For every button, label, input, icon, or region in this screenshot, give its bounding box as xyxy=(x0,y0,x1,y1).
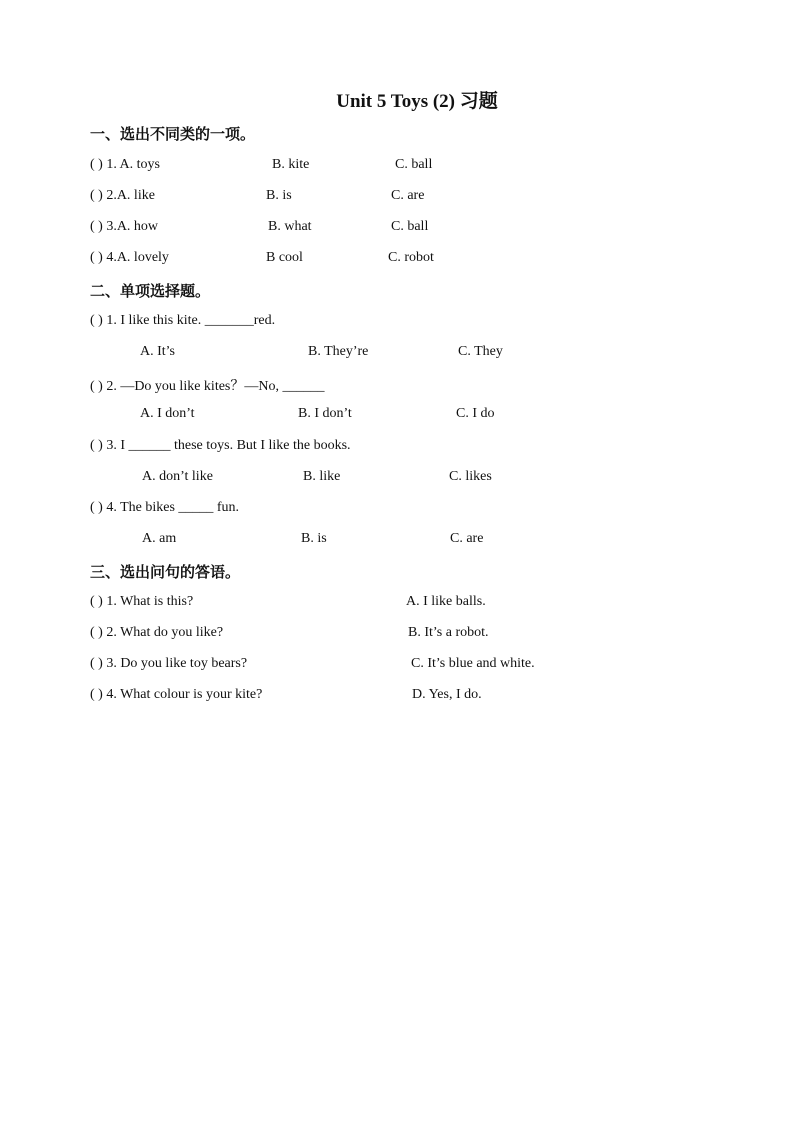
s3-q4-question: ( ) 4. What colour is your kite? xyxy=(90,687,263,702)
s1-q1-stem: ( ) 1. A. toys xyxy=(90,157,160,172)
s1-q4-stem: ( ) 4.A. lovely xyxy=(90,250,169,265)
s1-q2-option-c: C. are xyxy=(391,188,425,203)
s2-q2-option-c: C. I do xyxy=(456,406,495,421)
s1-q3-option-b: B. what xyxy=(268,219,312,234)
s1-q1-option-c: C. ball xyxy=(395,157,433,172)
s1-q3-option-c: C. ball xyxy=(391,219,429,234)
s2-q2-stem: ( ) 2. —Do you like kites？—No, ______ xyxy=(90,379,325,394)
s3-answer-d: D. Yes, I do. xyxy=(412,687,482,702)
s3-answer-a: A. I like balls. xyxy=(406,594,486,609)
section-3-heading: 三、选出问句的答语。 xyxy=(90,563,241,581)
s3-q2-question: ( ) 2. What do you like? xyxy=(90,625,224,640)
s2-q1-option-c: C. They xyxy=(458,344,503,359)
s2-q3-option-c: C. likes xyxy=(449,469,492,484)
s2-q3-stem: ( ) 3. I ______ these toys. But I like the books. xyxy=(90,438,351,453)
s1-q2-stem: ( ) 2.A. like xyxy=(90,188,155,203)
s2-q3-option-b: B. like xyxy=(303,469,341,484)
s2-q1-option-a: A. It’s xyxy=(140,344,175,359)
s1-q3-stem: ( ) 3.A. how xyxy=(90,219,159,234)
s1-q4-option-b: B cool xyxy=(266,250,303,265)
s2-q1-option-b: B. They’re xyxy=(308,344,369,359)
s3-answer-c: C. It’s blue and white. xyxy=(411,656,535,671)
section-1-heading: 一、选出不同类的一项。 xyxy=(90,125,256,143)
s3-q1-question: ( ) 1. What is this? xyxy=(90,594,194,609)
s2-q4-option-a: A. am xyxy=(142,531,177,546)
s2-q4-stem: ( ) 4. The bikes _____ fun. xyxy=(90,500,240,515)
s2-q1-stem: ( ) 1. I like this kite. _______red. xyxy=(90,313,276,328)
s1-q4-option-c: C. robot xyxy=(388,250,434,265)
page-title: Unit 5 Toys (2) 习题 xyxy=(336,91,498,112)
s1-q2-option-b: B. is xyxy=(266,188,292,203)
s3-q3-question: ( ) 3. Do you like toy bears? xyxy=(90,656,248,671)
s3-answer-b: B. It’s a robot. xyxy=(408,625,489,640)
s2-q4-option-c: C. are xyxy=(450,531,484,546)
section-2-heading: 二、单项选择题。 xyxy=(90,282,211,300)
s2-q4-option-b: B. is xyxy=(301,531,327,546)
s1-q1-option-b: B. kite xyxy=(272,157,310,172)
s2-q2-option-b: B. I don’t xyxy=(298,406,352,421)
s2-q2-option-a: A. I don’t xyxy=(140,406,195,421)
s2-q3-option-a: A. don’t like xyxy=(142,469,213,484)
